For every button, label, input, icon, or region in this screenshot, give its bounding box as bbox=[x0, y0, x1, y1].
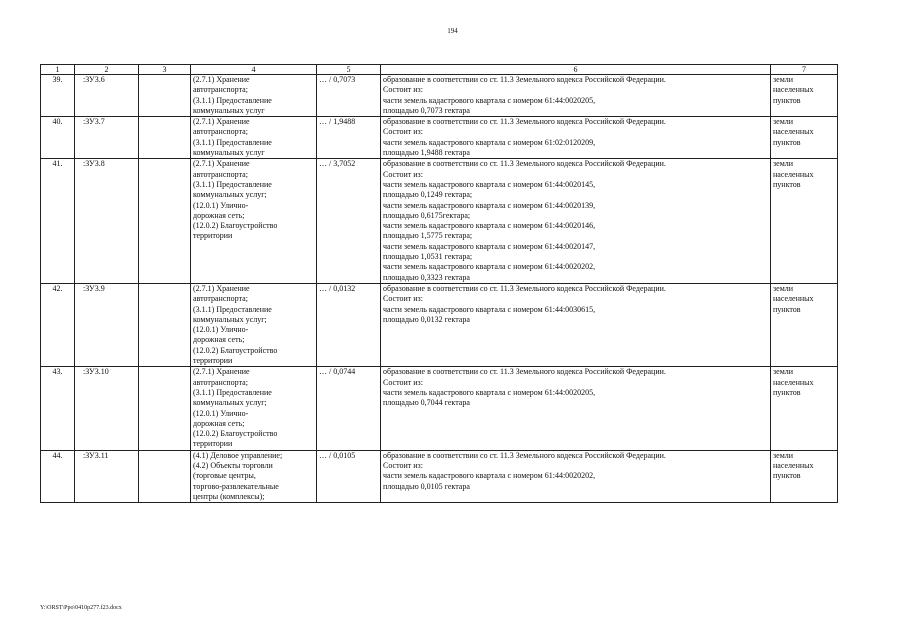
land-category-line: земли bbox=[773, 283, 794, 293]
area-cell: … / 0,0132 bbox=[317, 283, 381, 366]
permitted-use-cell bbox=[191, 367, 317, 450]
permitted-use-cell bbox=[191, 75, 317, 117]
permitted-use-line: центры (комплексы); bbox=[193, 491, 265, 501]
land-category-line: населенных bbox=[773, 294, 814, 304]
formation-line: образование в соответствии со ст. 11.3 Земельного кодекса Российской Федерации. bbox=[383, 117, 666, 127]
formation-line: части земель кадастрового квартала с номером 61:02:0120209, bbox=[383, 137, 596, 147]
land-category-line: земли bbox=[773, 450, 794, 460]
plot-code: :ЗУ3.11 bbox=[75, 450, 139, 502]
formation-line: части земель кадастрового квартала с номером 61:44:0020139, bbox=[383, 200, 596, 210]
permitted-use-line: (2.7.1) Хранение bbox=[193, 75, 250, 84]
formation-method-cell bbox=[381, 367, 771, 450]
row-number: 44. bbox=[41, 450, 75, 502]
permitted-use-line: автотранспорта; bbox=[193, 85, 248, 95]
plot-code: :ЗУ3.10 bbox=[75, 367, 139, 450]
column-3-cell bbox=[139, 283, 191, 366]
permitted-use-line: территории bbox=[193, 356, 233, 366]
area-cell: … / 0,0105 bbox=[317, 450, 381, 502]
permitted-use-line: (торговые центры, bbox=[193, 471, 256, 481]
table-row bbox=[41, 75, 838, 117]
permitted-use-line: (12.0.1) Улично- bbox=[193, 325, 249, 335]
land-category-line: земли bbox=[773, 367, 794, 377]
plot-code: :ЗУ3.8 bbox=[75, 159, 139, 284]
formation-line: части земель кадастрового квартала с номером 61:44:0020202, bbox=[383, 471, 596, 481]
land-category-line: пунктов bbox=[773, 179, 801, 189]
page-number: 194 bbox=[447, 27, 458, 35]
formation-line: площадью 0,6175гектара; bbox=[383, 210, 471, 220]
land-category-line: пунктов bbox=[773, 471, 801, 481]
area-cell: … / 1,9488 bbox=[317, 117, 381, 159]
formation-line: части земель кадастрового квартала с номером 61:44:0020205, bbox=[383, 387, 596, 397]
permitted-use-line: (3.1.1) Предоставление bbox=[193, 179, 272, 189]
column-3-cell bbox=[139, 159, 191, 284]
permitted-use-line: (2.7.1) Хранение bbox=[193, 367, 250, 377]
column-header: 5 bbox=[317, 65, 381, 75]
formation-line: площадью 0,0132 гектара bbox=[383, 314, 470, 324]
column-3-cell bbox=[139, 75, 191, 117]
column-3-cell bbox=[139, 450, 191, 502]
formation-line: Состоит из: bbox=[383, 377, 423, 387]
land-category-cell bbox=[771, 450, 838, 502]
land-category-cell bbox=[771, 283, 838, 366]
permitted-use-line: (12.0.2) Благоустройство bbox=[193, 221, 278, 231]
column-3-cell bbox=[139, 117, 191, 159]
column-header: 4 bbox=[191, 65, 317, 75]
permitted-use-line: автотранспорта; bbox=[193, 169, 248, 179]
permitted-use-line: (2.7.1) Хранение bbox=[193, 117, 250, 127]
table-row bbox=[41, 117, 838, 159]
permitted-use-line: (12.0.1) Улично- bbox=[193, 200, 249, 210]
table-row bbox=[41, 450, 838, 502]
formation-line: площадью 0,0105 гектара bbox=[383, 481, 470, 491]
permitted-use-line: (3.1.1) Предоставление bbox=[193, 387, 272, 397]
permitted-use-line: дорожная сеть; bbox=[193, 335, 245, 345]
row-number: 43. bbox=[41, 367, 75, 450]
formation-method-cell bbox=[381, 159, 771, 284]
table-row bbox=[41, 159, 838, 284]
column-header: 1 bbox=[41, 65, 75, 75]
formation-method-cell bbox=[381, 450, 771, 502]
land-category-cell bbox=[771, 75, 838, 117]
permitted-use-line: коммунальных услуг; bbox=[193, 190, 267, 200]
formation-line: площадью 1,5775 гектара; bbox=[383, 231, 473, 241]
land-category-cell bbox=[771, 367, 838, 450]
permitted-use-line: коммунальных услуг; bbox=[193, 314, 267, 324]
permitted-use-line: территории bbox=[193, 439, 233, 449]
formation-line: площадью 1,9488 гектара bbox=[383, 148, 470, 158]
permitted-use-line: территории bbox=[193, 231, 233, 241]
column-header: 7 bbox=[771, 65, 838, 75]
permitted-use-line: (12.0.2) Благоустройство bbox=[193, 429, 278, 439]
formation-line: площадью 0,7044 гектара bbox=[383, 398, 470, 408]
formation-line: образование в соответствии со ст. 11.3 Земельного кодекса Российской Федерации. bbox=[383, 159, 666, 169]
formation-method-cell bbox=[381, 75, 771, 117]
formation-line: части земель кадастрового квартала с номером 61:44:0020202, bbox=[383, 262, 596, 272]
land-category-line: земли bbox=[773, 159, 794, 169]
land-category-line: пунктов bbox=[773, 387, 801, 397]
area-cell: … / 0,7073 bbox=[317, 75, 381, 117]
formation-method-cell bbox=[381, 117, 771, 159]
land-category-line: населенных bbox=[773, 377, 814, 387]
permitted-use-cell bbox=[191, 450, 317, 502]
permitted-use-line: (3.1.1) Предоставление bbox=[193, 137, 272, 147]
formation-method-cell bbox=[381, 283, 771, 366]
table-row bbox=[41, 367, 838, 450]
land-category-line: пунктов bbox=[773, 95, 801, 105]
column-header: 6 bbox=[381, 65, 771, 75]
plot-code: :ЗУ3.9 bbox=[75, 283, 139, 366]
formation-line: Состоит из: bbox=[383, 127, 423, 137]
permitted-use-line: автотранспорта; bbox=[193, 127, 248, 137]
land-category-line: населенных bbox=[773, 85, 814, 95]
formation-line: части земель кадастрового квартала с номером 61:44:0020145, bbox=[383, 179, 596, 189]
permitted-use-line: (12.0.1) Улично- bbox=[193, 408, 249, 418]
land-plots-table bbox=[40, 64, 838, 503]
formation-line: части земель кадастрового квартала с номером 61:44:0020147, bbox=[383, 241, 596, 251]
permitted-use-line: автотранспорта; bbox=[193, 294, 248, 304]
permitted-use-line: торгово-развлекательные bbox=[193, 481, 279, 491]
land-category-line: земли bbox=[773, 117, 794, 127]
permitted-use-line: автотранспорта; bbox=[193, 377, 248, 387]
permitted-use-line: дорожная сеть; bbox=[193, 210, 245, 220]
plot-code: :ЗУ3.7 bbox=[75, 117, 139, 159]
land-category-cell bbox=[771, 117, 838, 159]
permitted-use-line: дорожная сеть; bbox=[193, 418, 245, 428]
permitted-use-line: коммунальных услуг; bbox=[193, 398, 267, 408]
formation-line: Состоит из: bbox=[383, 294, 423, 304]
row-number: 40. bbox=[41, 117, 75, 159]
formation-line: Состоит из: bbox=[383, 460, 423, 470]
land-category-line: населенных bbox=[773, 460, 814, 470]
land-category-line: населенных bbox=[773, 169, 814, 179]
land-category-line: пунктов bbox=[773, 137, 801, 147]
permitted-use-line: коммунальных услуг bbox=[193, 148, 265, 158]
formation-line: Состоит из: bbox=[383, 85, 423, 95]
table-row bbox=[41, 283, 838, 366]
land-category-line: пунктов bbox=[773, 304, 801, 314]
area-cell: … / 0,0744 bbox=[317, 367, 381, 450]
permitted-use-cell bbox=[191, 283, 317, 366]
formation-line: площадью 0,3323 гектара bbox=[383, 272, 470, 282]
permitted-use-line: (3.1.1) Предоставление bbox=[193, 304, 272, 314]
formation-line: части земель кадастрового квартала с номером 61:44:0020205, bbox=[383, 95, 596, 105]
permitted-use-line: (2.7.1) Хранение bbox=[193, 283, 250, 293]
land-category-line: населенных bbox=[773, 127, 814, 137]
permitted-use-line: (3.1.1) Предоставление bbox=[193, 95, 272, 105]
column-3-cell bbox=[139, 367, 191, 450]
column-header: 3 bbox=[139, 65, 191, 75]
permitted-use-cell bbox=[191, 159, 317, 284]
formation-line: образование в соответствии со ст. 11.3 Земельного кодекса Российской Федерации. bbox=[383, 283, 666, 293]
area-cell: … / 3,7052 bbox=[317, 159, 381, 284]
land-category-cell bbox=[771, 159, 838, 284]
row-number: 42. bbox=[41, 283, 75, 366]
permitted-use-line: (2.7.1) Хранение bbox=[193, 159, 250, 169]
formation-line: площадью 0,7073 гектара bbox=[383, 105, 470, 115]
formation-line: образование в соответствии со ст. 11.3 Земельного кодекса Российской Федерации. bbox=[383, 450, 666, 460]
table-header-row bbox=[41, 65, 838, 75]
plot-code: :ЗУ3.6 bbox=[75, 75, 139, 117]
row-number: 41. bbox=[41, 159, 75, 284]
formation-line: Состоит из: bbox=[383, 169, 423, 179]
formation-line: образование в соответствии со ст. 11.3 Земельного кодекса Российской Федерации. bbox=[383, 75, 666, 84]
formation-line: образование в соответствии со ст. 11.3 Земельного кодекса Российской Федерации. bbox=[383, 367, 666, 377]
land-category-line: земли bbox=[773, 75, 794, 84]
permitted-use-line: (12.0.2) Благоустройство bbox=[193, 345, 278, 355]
row-number: 39. bbox=[41, 75, 75, 117]
column-header: 2 bbox=[75, 65, 139, 75]
permitted-use-cell bbox=[191, 117, 317, 159]
formation-line: части земель кадастрового квартала с номером 61:44:0030615, bbox=[383, 304, 596, 314]
file-path-footer: Y:\ORST\Ppo\0410p277.f23.docx bbox=[40, 605, 122, 611]
formation-line: площадью 1,0531 гектара; bbox=[383, 252, 473, 262]
permitted-use-line: (4.1) Деловое управление; bbox=[193, 450, 283, 460]
permitted-use-line: коммунальных услуг bbox=[193, 105, 265, 115]
formation-line: части земель кадастрового квартала с номером 61:44:0020146, bbox=[383, 221, 596, 231]
permitted-use-line: (4.2) Объекты торговли bbox=[193, 460, 273, 470]
formation-line: площадью 0,1249 гектара; bbox=[383, 190, 473, 200]
